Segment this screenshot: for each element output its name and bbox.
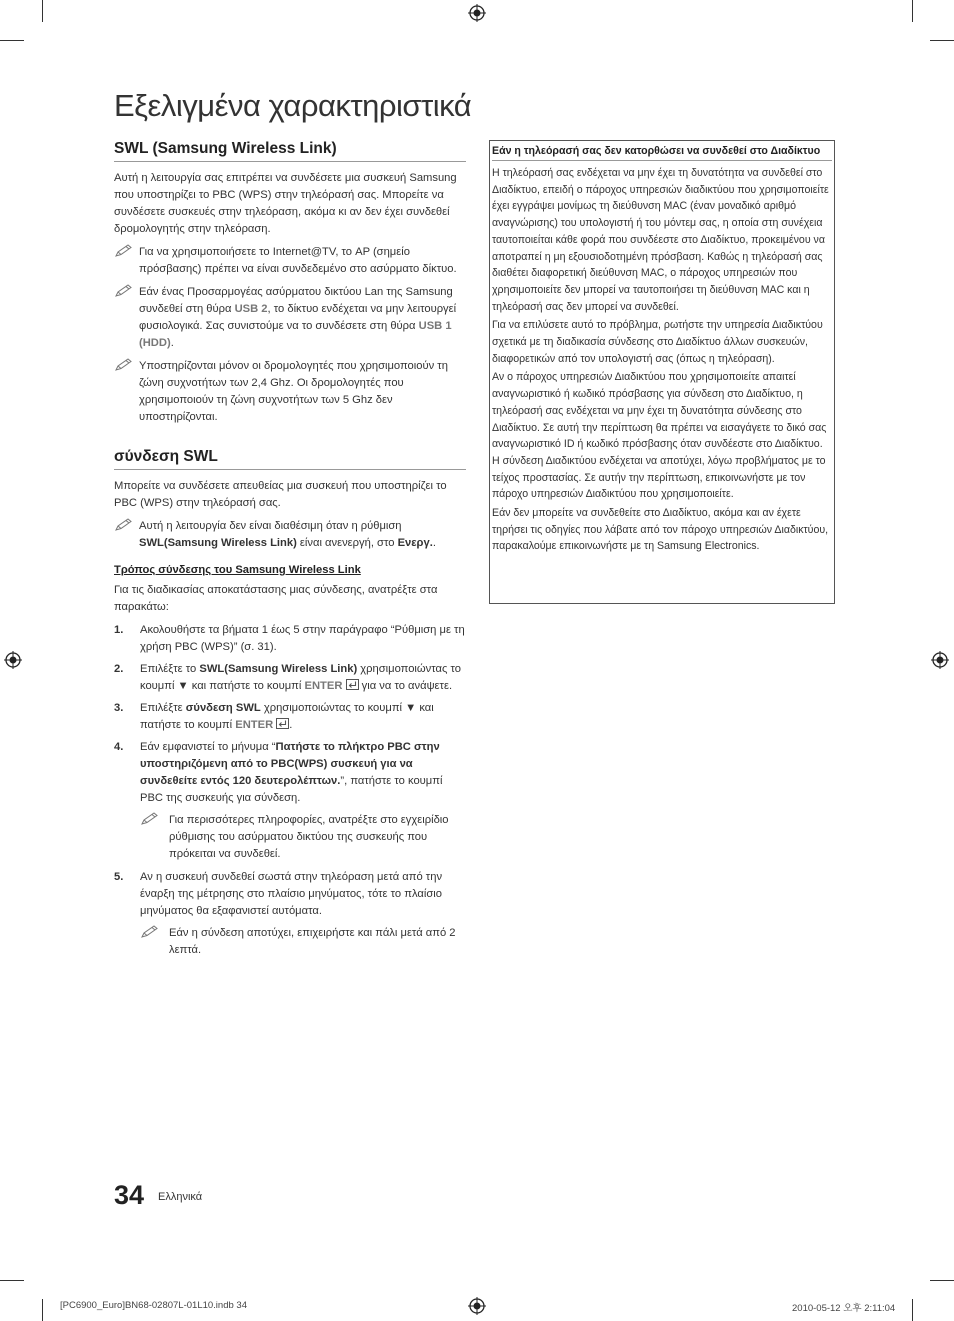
note-text: Υποστηρίζονται μόνον οι δρομολογητές που χρησιμοποιούν τη ζώνη συχνοτήτων των 2,4 Ghz. Οι δρομολογητές που χρησιμοποιούν τη ζώνη συχνοτήτων των 5 Ghz δεν υποστηρίζονται. [139,360,448,423]
note-internet-tv [114,244,466,278]
step-3 [114,700,466,734]
box-paragraph: Αν ο πάροχος υπηρεσιών Διαδικτύου που χρησιμοποιείτε απαιτεί αναγνωριστικό ή κωδικό πρόσβασης για σύνδεση στο Διαδίκτυο, η τηλεόρασή σας ενδέχεται να μην έχει τη δυνατότητα σύνδεσης στο Διαδίκτυο. Σε αυτή την περίπτωση θα πρέπει να εισαγάγετε το δικό σας αναγνωριστικό ID ή κωδικό πρόσβασης όταν συνδέεστε στο Διαδίκτυο. Η σύνδεση Διαδικτύου ενδέχεται να αποτύχει, λόγω προβλήματος με το τείχος προστασίας. Σε αυτήν την περίπτωση, επικοινωνήστε με τον πάροχο υπηρεσιών Διαδικτύου που χρησιμοποιείτε. [492,371,827,501]
enter-key-icon [346,679,359,690]
step-text: χρησιμοποιώντας το κουμπί ▼ και πατήστε το κουμπί [140,663,461,692]
step-number: 3. [114,702,124,714]
note-text: Εάν ένας Προσαρμογέας ασύρματου δικτύου Lan της Samsung συνδεθεί στη θύρα [139,286,453,315]
step-number: 5. [114,871,124,883]
swl-option: SWL(Samsung Wireless Link) [139,537,297,549]
crop-mark [912,1299,913,1321]
page-language: Ελληνικά [158,1191,203,1203]
swl-option: SWL(Samsung Wireless Link) [199,663,358,675]
box-title: Εάν η τηλεόρασή σας δεν κατορθώσει να συνδεθεί στο Διαδίκτυο [492,143,832,161]
registration-mark-icon [468,1297,486,1315]
footer-file: [PC6900_Euro]BN68-02807L-01L10.indb 34 [60,1300,247,1311]
step-text: ”, πατήστε το κουμπί PBC της συσκευής για σύνδεση. [140,775,443,804]
on-option: Ενεργ. [397,537,433,549]
crop-mark [930,1280,954,1281]
usb1-label: USB 1 (HDD) [139,320,452,349]
box-paragraph: Για να επιλύσετε αυτό το πρόβλημα, ρωτήστε την υπηρεσία Διαδικτύου σχετικά με τη διαδικασία σύνδεσης στο Διαδίκτυο άλλων συσκευών, διαφορετικών από τον υπολογιστή σας (όπως η τηλεόραση). [492,319,823,365]
note-frequency [114,358,466,426]
step-number: 4. [114,741,124,753]
enter-key-icon [276,718,289,729]
crop-mark [930,40,954,41]
pencil-note-icon [114,518,134,532]
note-text: . [432,537,436,549]
crop-mark [0,1280,24,1281]
troubleshooting-box [489,140,835,604]
crop-mark [42,0,43,22]
step-5 [114,869,466,920]
pencil-note-icon [114,358,134,372]
step-number: 2. [114,663,124,675]
footer-date: 2010-05-12 오후 2:11:04 [792,1303,896,1314]
connect-heading: σύνδεση SWL [114,448,466,470]
step-text: Εάν εμφανιστεί το μήνυμα “ [140,741,276,753]
page-title: Εξελιγμένα χαρακτηριστικά [114,88,472,123]
note-text: Εάν η σύνδεση αποτύχει, επιχειρήστε και πάλι μετά από 2 λεπτά. [169,927,456,956]
note-swl-off [114,518,466,552]
note-text: Για περισσότερες πληροφορίες, ανατρέξτε στο εγχειρίδιο ρύθμισης του ασύρματου δικτύου της συσκευής που πρόκειται να συνδεθεί. [169,814,449,860]
note-text: , το δίκτυο ενδέχεται να μην λειτουργεί φυσιολογικά. Σας συνιστούμε να το συνδέσετε στη θύρα [139,303,457,332]
pencil-note-icon [140,925,160,939]
step-2 [114,661,466,695]
registration-mark-icon [4,651,22,669]
step-text: για να το ανάψετε. [358,680,453,692]
step-text: Αν η συσκευή συνδεθεί σωστά στην τηλεόραση μετά από την έναρξη της μέτρησης στο πλαίσιο μηνύματος, τότε το πλαίσιο μηνύματος θα εξαφανιστεί αυτόματα. [140,871,443,917]
registration-mark-icon [468,4,486,22]
crop-mark [912,0,913,22]
step-text: . [289,719,293,731]
usb2-label: USB 2 [234,303,268,315]
step-number: 1. [114,624,124,636]
step-text: Ακολουθήστε τα βήματα 1 έως 5 στην παράγραφο “Ρύθμιση με τη χρήση PBC (WPS)” (σ. 31). [140,624,465,653]
swl-heading: SWL (Samsung Wireless Link) [114,140,466,162]
note-text: . [170,337,174,349]
pencil-note-icon [140,812,160,826]
pbc-message: Πατήστε το πλήκτρο PBC στην υποστηριζόμενη από το PBC(WPS) συσκευή για να συνδεθείτε εντός 120 δευτερολέπτων. [140,741,440,787]
connect-option: σύνδεση SWL [185,702,261,714]
step-text: Επιλέξτε το [140,663,200,675]
note-text: είναι ανενεργή, στο [296,537,398,549]
step-text: χρησιμοποιώντας το κουμπί ▼ και πατήστε το κουμπί [140,702,434,731]
box-paragraph: Εάν δεν μπορείτε να συνδεθείτε στο Διαδίκτυο, ακόμα και αν έχετε τηρήσει τις οδηγίες που λάβατε από τον πάροχο υπηρεσιών Διαδικτύου, παρακαλούμε επικοινωνήστε με τη Samsung Electronics. [492,507,829,553]
connect-intro: Μπορείτε να συνδέσετε απευθείας μια συσκευή που υποστηρίζει το PBC (WPS) στην τηλεόρασή σας. [114,480,447,509]
pencil-note-icon [114,244,134,258]
step-4 [114,739,466,807]
pencil-note-icon [114,284,134,298]
enter-label: ENTER [304,680,343,692]
crop-mark [42,1299,43,1321]
swl-intro: Αυτή η λειτουργία σας επιτρέπει να συνδέσετε μια συσκευή Samsung που υποστηρίζει το PBC (WPS) στην τηλεόρασή σας. Μπορείτε να συνδέσετε συσκευές στην τηλεόραση, ακόμα κι αν δεν έχει συνδεθεί δρομολογητής στην τηλεόραση. [114,172,457,235]
note-more-info [140,812,466,863]
note-text: Για να χρησιμοποιήσετε το Internet@TV, το AP (σημείο πρόσβασης) πρέπει να είναι συνδεδεμένο στο ασύρματο δίκτυο. [139,246,457,275]
note-usb-port [114,284,466,352]
box-paragraph: Η τηλεόρασή σας ενδέχεται να μην έχει τη δυνατότητα να συνδεθεί στο Διαδίκτυο, επειδή ο πάροχος υπηρεσιών διαδικτύου που χρησιμοποιείτε έχει εγγράψει μονίμως τη διεύθυνση MAC (έναν μοναδικό αριθμό αναγνώρισης) του υπολογιστή ή του μόντεμ σας, η οποία στη συνέχεια ταυτοποιείται κάθε φορά που συνδέεστε στο Διαδίκτυο, προκειμένου να αποτραπεί η μη εξουσιοδοτημένη πρόσβαση. Καθώς η τηλεόρασή σας διαθέτει διαφορετική διεύθυνση MAC, ο πάροχος υπηρεσιών που χρησιμοποιείτε δεν μπορεί να ταυτοποιήσει τη διεύθυνση MAC και η τηλεόρασή σας δεν μπορεί να συνδεθεί. [492,167,829,313]
enter-label: ENTER [235,719,274,731]
registration-mark-icon [931,651,949,669]
left-column [114,140,466,965]
howto-intro: Για τις διαδικασίας αποκατάστασης μιας σύνδεσης, ανατρέξτε στα παρακάτω: [114,584,438,613]
note-retry [140,925,466,959]
step-text: Επιλέξτε [140,702,186,714]
note-text: Αυτή η λειτουργία δεν είναι διαθέσιμη όταν η ρύθμιση [139,520,402,532]
howto-heading: Τρόπος σύνδεσης του Samsung Wireless Link [114,564,361,576]
step-1 [114,622,466,656]
page-number: 34 [114,1180,145,1210]
crop-mark [0,40,24,41]
